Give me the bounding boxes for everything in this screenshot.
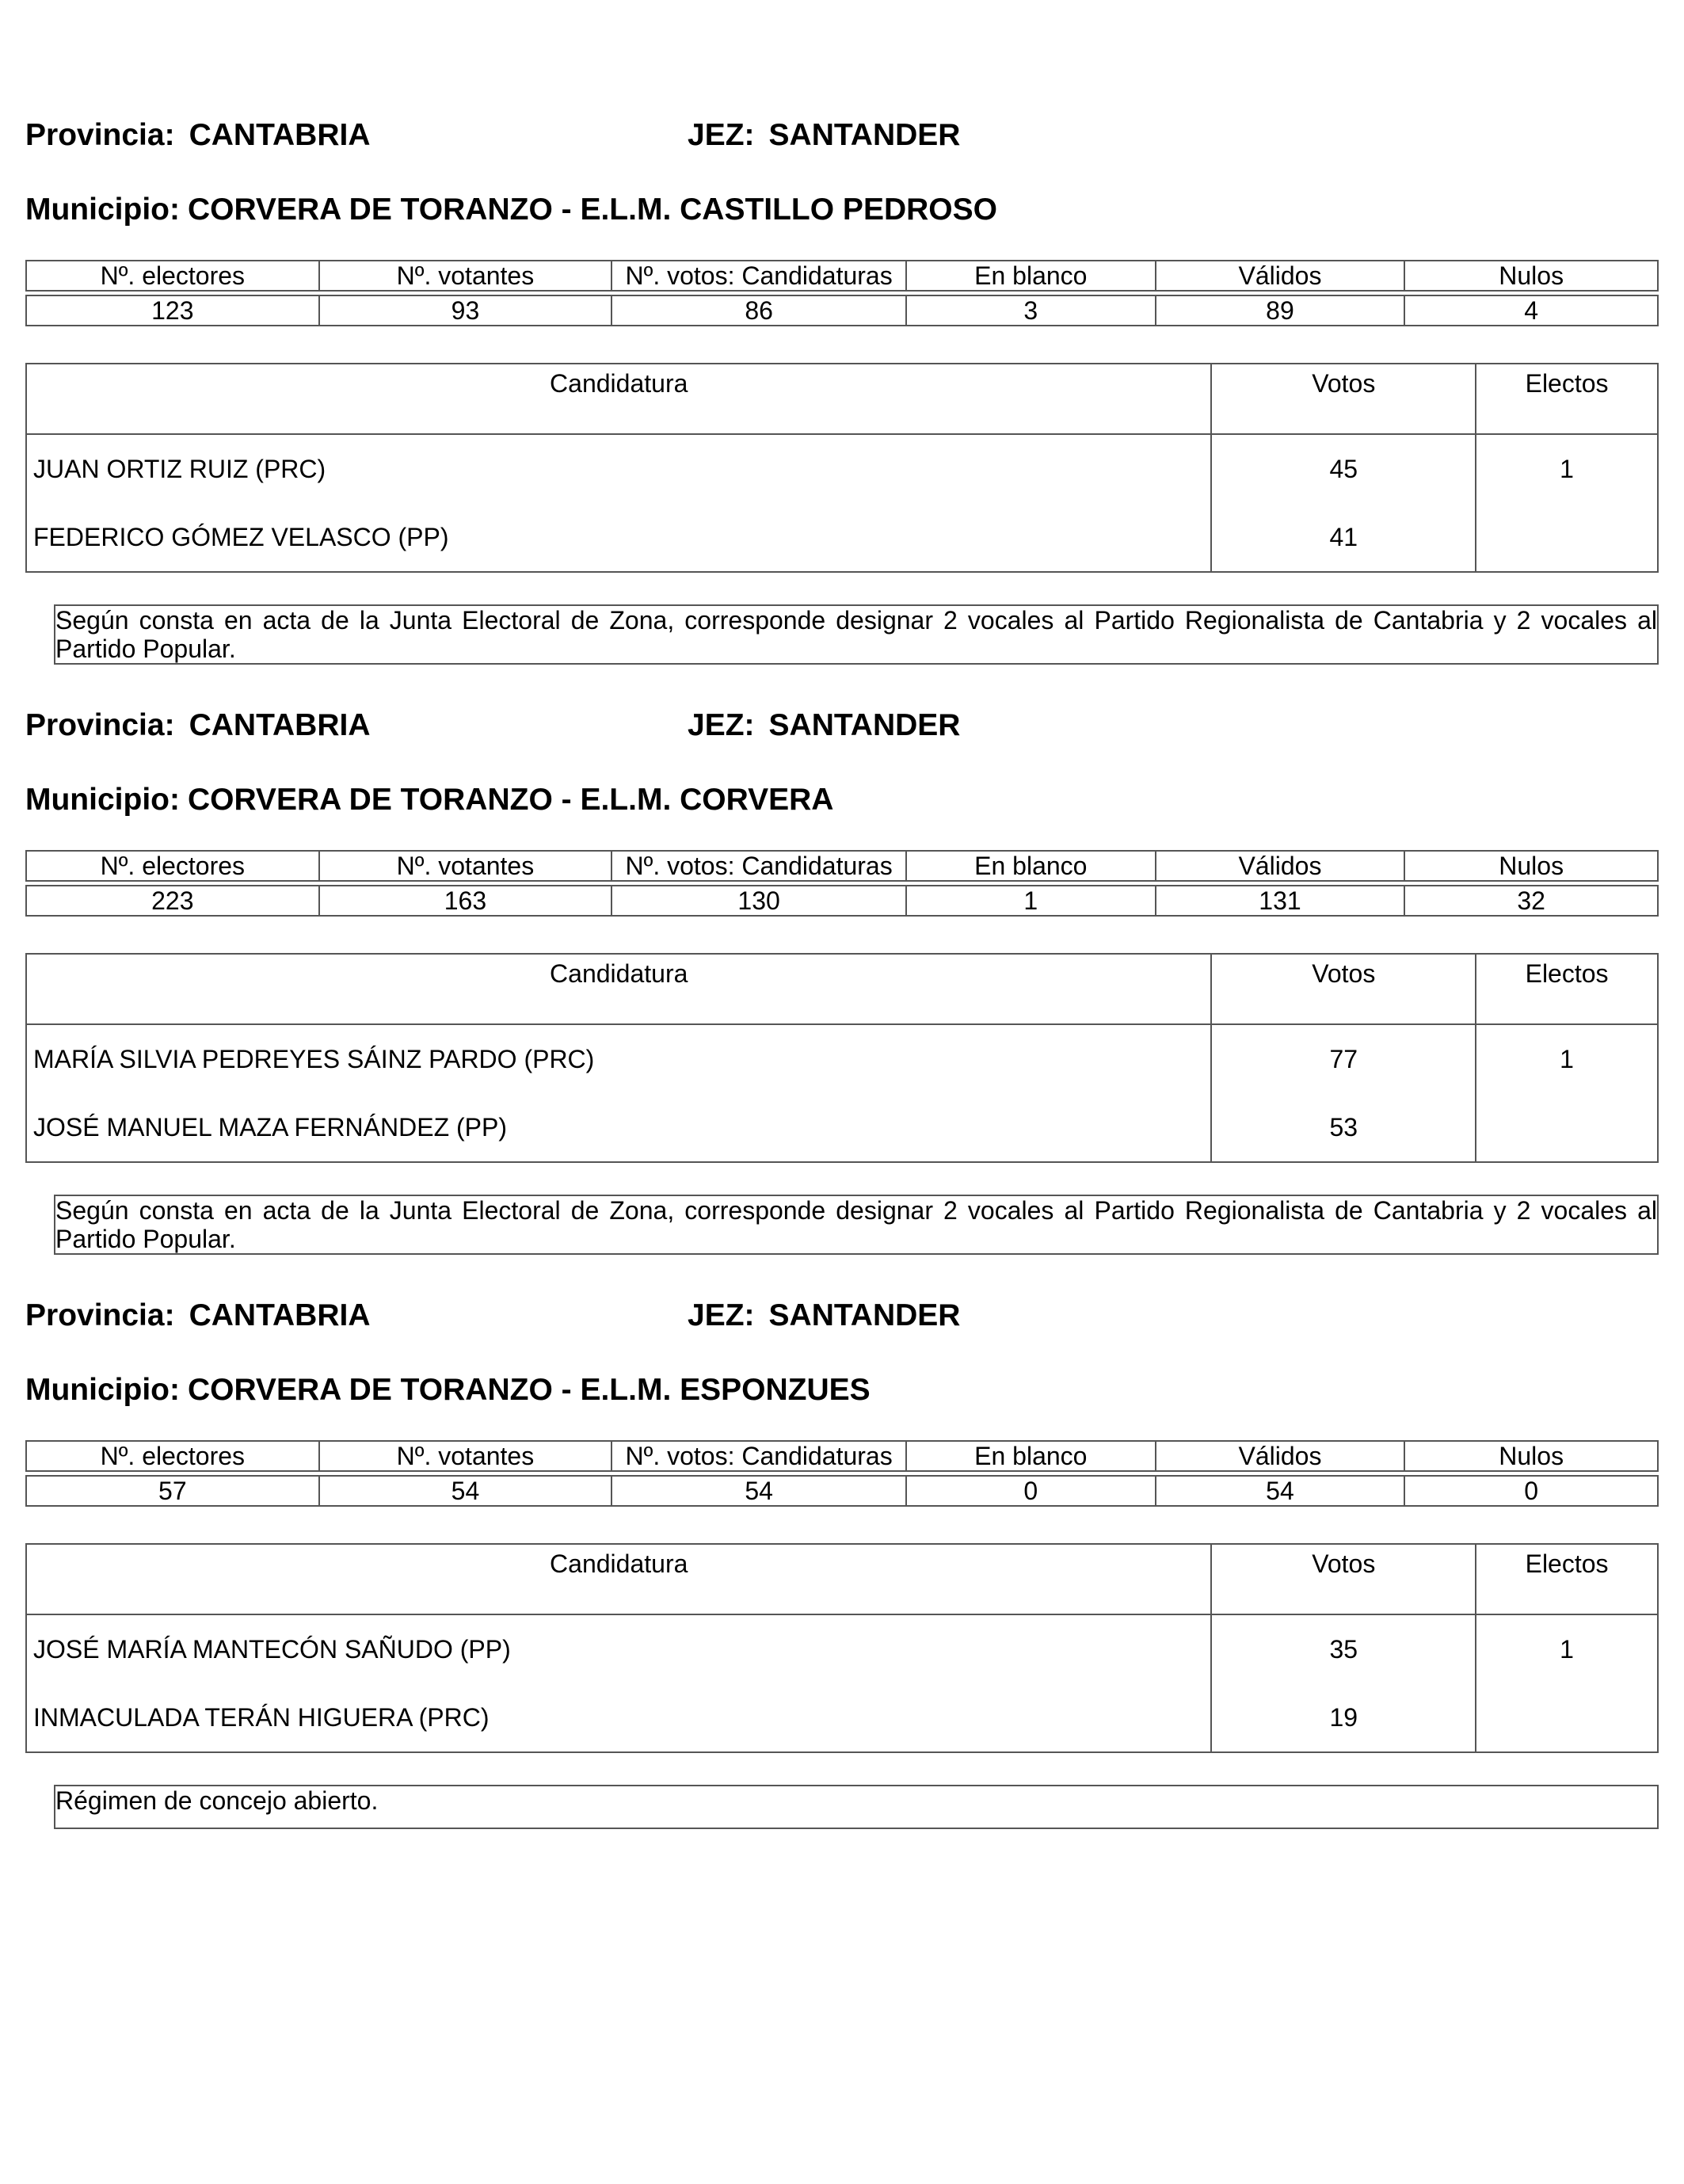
municipio-line: Municipio: CORVERA DE TORANZO - E.L.M. CORVERA — [25, 783, 834, 817]
header-votantes: Nº. votantes — [319, 261, 612, 291]
header-candidatura: Candidatura — [26, 1544, 1211, 1614]
candidate-row — [26, 503, 1658, 572]
municipio-value: CORVERA DE TORANZO - E.L.M. CORVERA — [187, 783, 834, 817]
header-electos: Electos — [1476, 1544, 1658, 1614]
header-electos: Electos — [1476, 954, 1658, 1024]
candidate-row — [26, 1614, 1658, 1683]
value-en-blanco: 0 — [906, 1476, 1156, 1506]
stats-header-row — [26, 1441, 1658, 1471]
provincia-value: CANTABRIA — [189, 708, 371, 742]
stats-values-row — [26, 886, 1658, 916]
value-electores: 223 — [26, 886, 319, 916]
value-votantes: 163 — [319, 886, 612, 916]
candidate-votos: 35 — [1211, 1614, 1476, 1683]
value-en-blanco: 3 — [906, 295, 1156, 326]
stats-table — [25, 1440, 1659, 1507]
candidates-header-row — [26, 364, 1658, 434]
stats-header-row — [26, 851, 1658, 881]
header-en-blanco: En blanco — [906, 851, 1156, 881]
value-validos: 54 — [1156, 1476, 1405, 1506]
jez-value: SANTANDER — [768, 708, 961, 742]
value-votantes: 54 — [319, 1476, 612, 1506]
municipio-line: Municipio: CORVERA DE TORANZO - E.L.M. ESPONZUES — [25, 1373, 871, 1407]
candidate-name: JOSÉ MARÍA MANTECÓN SAÑUDO (PP) — [26, 1614, 1211, 1683]
header-electos: Electos — [1476, 364, 1658, 434]
candidate-electos — [1476, 503, 1658, 572]
candidate-electos: 1 — [1476, 1614, 1658, 1683]
municipio-value: CORVERA DE TORANZO - E.L.M. ESPONZUES — [187, 1373, 871, 1407]
candidate-electos — [1476, 1093, 1658, 1162]
header-votos: Votos — [1211, 954, 1476, 1024]
header-votos: Votos — [1211, 1544, 1476, 1614]
candidate-name: JUAN ORTIZ RUIZ (PRC) — [26, 434, 1211, 503]
provincia-value: CANTABRIA — [189, 118, 371, 152]
candidates-table — [25, 953, 1659, 1163]
header-validos: Válidos — [1156, 1441, 1405, 1471]
municipio-value: CORVERA DE TORANZO - E.L.M. CASTILLO PEDROSO — [187, 192, 997, 227]
jez-value: SANTANDER — [768, 1298, 961, 1332]
header-votos: Votos — [1211, 364, 1476, 434]
municipio-line: Municipio: CORVERA DE TORANZO - E.L.M. CASTILLO PEDROSO — [25, 192, 997, 227]
candidate-name: MARÍA SILVIA PEDREYES SÁINZ PARDO (PRC) — [26, 1024, 1211, 1093]
provincia-line: Provincia: CANTABRIA — [25, 708, 371, 742]
header-nulos: Nulos — [1404, 851, 1658, 881]
provincia-line: Provincia: CANTABRIA — [25, 118, 371, 152]
value-votos-candidaturas: 130 — [611, 886, 906, 916]
candidate-name: INMACULADA TERÁN HIGUERA (PRC) — [26, 1683, 1211, 1752]
section-esponzues — [0, 1180, 1684, 1815]
provincia-line: Provincia: CANTABRIA — [25, 1298, 371, 1332]
candidate-name: FEDERICO GÓMEZ VELASCO (PP) — [26, 503, 1211, 572]
header-candidatura: Candidatura — [26, 364, 1211, 434]
header-electores: Nº. electores — [26, 851, 319, 881]
value-validos: 89 — [1156, 295, 1405, 326]
header-nulos: Nulos — [1404, 1441, 1658, 1471]
stats-values-row — [26, 1476, 1658, 1506]
value-electores: 123 — [26, 295, 319, 326]
section-corvera — [0, 590, 1684, 1253]
candidate-votos: 19 — [1211, 1683, 1476, 1752]
section-castillo-pedroso — [0, 0, 1684, 663]
header-votantes: Nº. votantes — [319, 851, 612, 881]
stats-values-row — [26, 295, 1658, 326]
header-nulos: Nulos — [1404, 261, 1658, 291]
header-votos-candidaturas: Nº. votos: Candidaturas — [611, 1441, 906, 1471]
candidate-row — [26, 1683, 1658, 1752]
candidate-votos: 45 — [1211, 434, 1476, 503]
stats-table — [25, 260, 1659, 326]
header-electores: Nº. electores — [26, 261, 319, 291]
value-electores: 57 — [26, 1476, 319, 1506]
candidate-row — [26, 434, 1658, 503]
value-nulos: 4 — [1404, 295, 1658, 326]
header-en-blanco: En blanco — [906, 261, 1156, 291]
candidate-name: JOSÉ MANUEL MAZA FERNÁNDEZ (PP) — [26, 1093, 1211, 1162]
provincia-value: CANTABRIA — [189, 1298, 371, 1332]
header-en-blanco: En blanco — [906, 1441, 1156, 1471]
candidate-electos: 1 — [1476, 1024, 1658, 1093]
value-nulos: 32 — [1404, 886, 1658, 916]
header-votos-candidaturas: Nº. votos: Candidaturas — [611, 851, 906, 881]
candidates-header-row — [26, 1544, 1658, 1614]
candidate-electos — [1476, 1683, 1658, 1752]
value-en-blanco: 1 — [906, 886, 1156, 916]
candidate-row — [26, 1024, 1658, 1093]
note-box: Régimen de concejo abierto. — [54, 1785, 1659, 1829]
header-electores: Nº. electores — [26, 1441, 319, 1471]
value-votos-candidaturas: 86 — [611, 295, 906, 326]
jez-line: JEZ: SANTANDER — [688, 118, 961, 152]
jez-line: JEZ: SANTANDER — [688, 708, 961, 742]
value-votantes: 93 — [319, 295, 612, 326]
note-box: Según consta en acta de la Junta Electoral de Zona, corresponde designar 2 vocales al Partido Regionalista de Cantabria y 2 vocales al Partido Popular. — [55, 606, 1657, 663]
candidates-header-row — [26, 954, 1658, 1024]
header-votantes: Nº. votantes — [319, 1441, 612, 1471]
candidates-table — [25, 363, 1659, 573]
note-box: Según consta en acta de la Junta Electoral de Zona, corresponde designar 2 vocales al Partido Regionalista de Cantabria y 2 vocales al Partido Popular. — [55, 1196, 1657, 1253]
candidates-table — [25, 1543, 1659, 1753]
candidate-votos: 77 — [1211, 1024, 1476, 1093]
jez-line: JEZ: SANTANDER — [688, 1298, 961, 1332]
stats-table — [25, 850, 1659, 917]
value-validos: 131 — [1156, 886, 1405, 916]
header-validos: Válidos — [1156, 261, 1405, 291]
candidate-votos: 41 — [1211, 503, 1476, 572]
header-votos-candidaturas: Nº. votos: Candidaturas — [611, 261, 906, 291]
stats-header-row — [26, 261, 1658, 291]
candidate-row — [26, 1093, 1658, 1162]
header-candidatura: Candidatura — [26, 954, 1211, 1024]
header-validos: Válidos — [1156, 851, 1405, 881]
candidate-votos: 53 — [1211, 1093, 1476, 1162]
value-votos-candidaturas: 54 — [611, 1476, 906, 1506]
value-nulos: 0 — [1404, 1476, 1658, 1506]
jez-value: SANTANDER — [768, 118, 961, 152]
candidate-electos: 1 — [1476, 434, 1658, 503]
